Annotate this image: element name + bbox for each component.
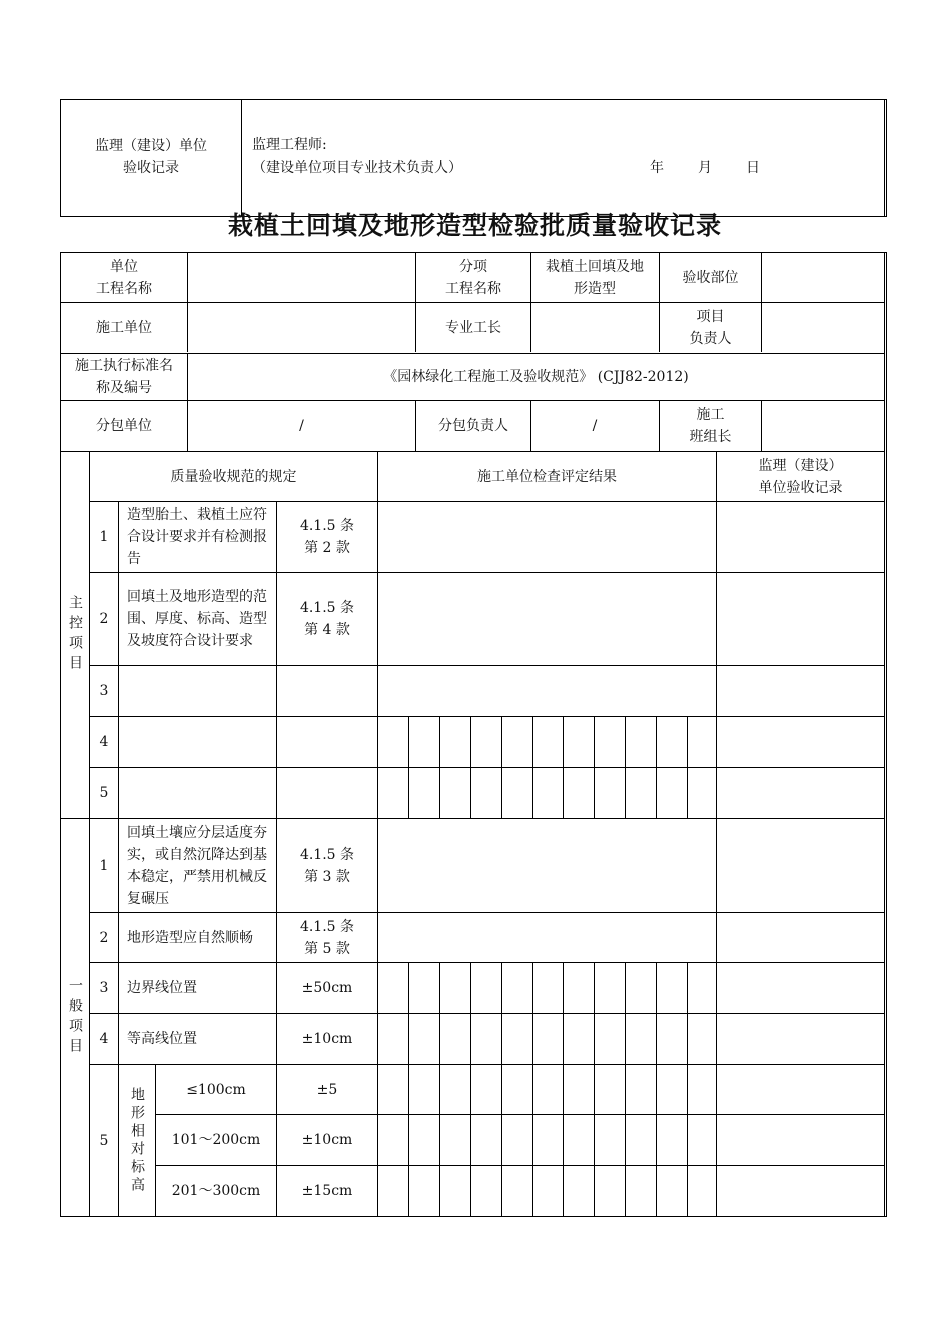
elevation-range: 101～200cm xyxy=(171,1132,261,1148)
elevation-tolerance: ±10cm xyxy=(301,1132,353,1148)
sub-manager-value: / xyxy=(592,418,598,434)
gen-item-no: 5 xyxy=(99,1132,109,1149)
owner-rep-label: （建设单位项目专业技术负责人） xyxy=(252,160,462,176)
year-label: 年 xyxy=(650,160,664,176)
gen-item-text: 等高线位置 xyxy=(127,1031,197,1047)
construction-unit-label: 施工单位 xyxy=(96,320,152,336)
mc-item-no: 1 xyxy=(99,529,109,545)
gen-item-clause: 4.1.5 条 第 5 款 xyxy=(299,918,355,957)
elevation-range: ≤100cm xyxy=(186,1081,246,1098)
gen-item-no: 3 xyxy=(99,980,109,996)
standard-label: 施工执行标准名 称及编号 xyxy=(75,358,173,396)
engineer-label: 监理工程师: xyxy=(252,137,327,153)
mc-item-no: 3 xyxy=(99,683,109,699)
month-label: 月 xyxy=(698,160,712,176)
mc-item-no: 4 xyxy=(99,734,109,750)
main-control-label: 主控项目 xyxy=(67,595,83,675)
gen-item-no: 2 xyxy=(99,929,109,946)
gen-item-clause: 4.1.5 条 第 3 款 xyxy=(299,846,355,885)
mc-item-clause: 4.1.5 条 第 2 款 xyxy=(299,518,355,556)
spec-column-header: 质量验收规范的规定 xyxy=(170,468,297,485)
gen-item-no: 1 xyxy=(99,857,109,874)
elevation-tolerance: ±15cm xyxy=(301,1183,353,1199)
subcontractor-label: 分包单位 xyxy=(96,418,152,434)
team-leader-label: 施工 班组长 xyxy=(689,407,732,445)
mc-item-no: 5 xyxy=(99,785,109,801)
project-manager-label: 项目 负责人 xyxy=(689,309,732,347)
general-label: 一般项目 xyxy=(67,977,83,1058)
supervision-label: 监理（建设）单位 验收记录 xyxy=(95,138,207,176)
gen-item-text: 边界线位置 xyxy=(127,980,197,996)
supervision-column-header: 监理（建设） 单位验收记录 xyxy=(758,457,843,496)
acceptance-part-label: 验收部位 xyxy=(682,269,739,286)
page-title: 栽植土回填及地形造型检验批质量验收记录 xyxy=(227,211,722,240)
standard-value: 《园林绿化工程施工及验收规范》 (CJJ82-2012) xyxy=(383,369,689,385)
mc-item-text: 回填土及地形造型的范围、厚度、标高、造型及坡度符合设计要求 xyxy=(127,589,267,649)
mc-item-clause: 4.1.5 条 第 4 款 xyxy=(299,600,355,638)
elevation-range: 201～300cm xyxy=(171,1183,261,1199)
sub-project-label: 分项 工程名称 xyxy=(445,258,501,297)
foreman-label: 专业工长 xyxy=(445,320,501,336)
gen-item-tolerance: ±10cm xyxy=(301,1031,353,1047)
day-label: 日 xyxy=(746,160,760,176)
unit-project-label: 单位 工程名称 xyxy=(96,258,152,297)
subcontractor-value: / xyxy=(299,418,304,434)
gen-item-text: 回填土壤应分层适度夯实，或自然沉降达到基本稳定，严禁用机械反复碾压 xyxy=(127,824,267,907)
gen-item-no: 4 xyxy=(99,1031,109,1047)
mc-item-no: 2 xyxy=(99,611,109,627)
sub-manager-label: 分包负责人 xyxy=(438,418,508,434)
gen-item-text: 地形造型应自然顺畅 xyxy=(127,929,253,946)
sub-project-value: 栽植土回填及地 形造型 xyxy=(546,258,644,297)
gen-item-tolerance: ±50cm xyxy=(301,980,353,996)
elevation-tolerance: ±5 xyxy=(316,1081,338,1098)
check-column-header: 施工单位检查评定结果 xyxy=(477,468,617,485)
mc-item-text: 造型胎土、栽植土应符合设计要求并有检测报告 xyxy=(127,507,267,567)
relative-elevation-label: 地形相对标高 xyxy=(129,1086,145,1195)
